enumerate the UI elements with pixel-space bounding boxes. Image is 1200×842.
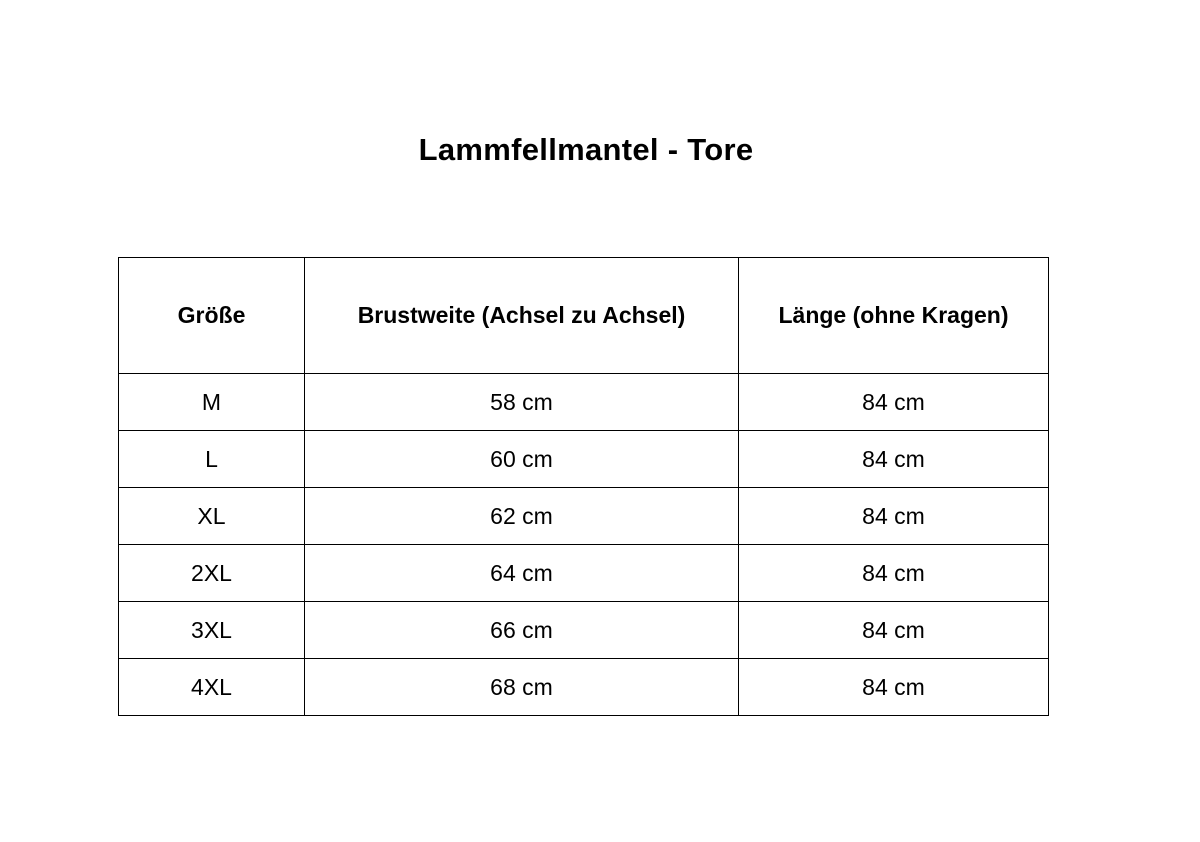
table-row — [119, 659, 1049, 716]
chest-width-cell: 60 cm — [305, 431, 739, 488]
chest-width-cell: 64 cm — [305, 545, 739, 602]
size-cell: XL — [119, 488, 305, 545]
chest-width-cell: 66 cm — [305, 602, 739, 659]
column-header-chest-width: Brustweite (Achsel zu Achsel) — [305, 258, 739, 374]
column-header-size: Größe — [119, 258, 305, 374]
column-header-length: Länge (ohne Kragen) — [739, 258, 1049, 374]
size-cell: L — [119, 431, 305, 488]
table-header-row — [119, 258, 1049, 374]
length-cell: 84 cm — [739, 659, 1049, 716]
table-row — [119, 545, 1049, 602]
length-cell: 84 cm — [739, 488, 1049, 545]
length-cell: 84 cm — [739, 374, 1049, 431]
page-title: Lammfellmantel - Tore — [418, 132, 754, 167]
length-cell: 84 cm — [739, 431, 1049, 488]
length-cell: 84 cm — [739, 545, 1049, 602]
table-row — [119, 374, 1049, 431]
chest-width-cell: 68 cm — [305, 659, 739, 716]
size-cell: 4XL — [119, 659, 305, 716]
table-row — [119, 431, 1049, 488]
chest-width-cell: 58 cm — [305, 374, 739, 431]
size-cell: M — [119, 374, 305, 431]
size-table — [118, 257, 1049, 716]
size-cell: 3XL — [119, 602, 305, 659]
table-row — [119, 488, 1049, 545]
size-cell: 2XL — [119, 545, 305, 602]
table-row — [119, 602, 1049, 659]
chest-width-cell: 62 cm — [305, 488, 739, 545]
length-cell: 84 cm — [739, 602, 1049, 659]
